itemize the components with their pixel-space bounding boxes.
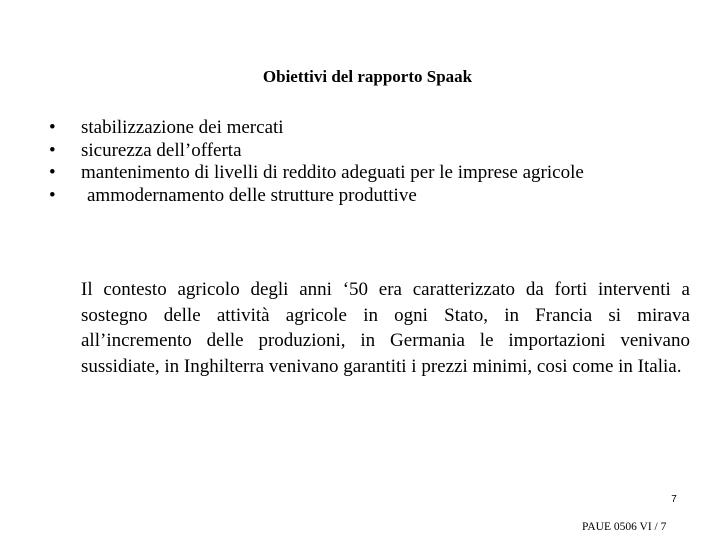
body-paragraph: Il contesto agricolo degli anni ‘50 era caratterizzato da forti interventi a sostegno delle attività agricole in ogni Stato, in Francia si mirava all’incremento delle produzioni, in Germania le importazioni venivano sussidiate, in Inghilterra venivano garantiti i prezzi minimi, cosi come in Italia. [81, 279, 690, 377]
bullet-text: sicurezza dell’offerta [81, 139, 242, 161]
bullet-text: mantenimento di livelli di reddito adeguati per le imprese agricole [81, 162, 584, 183]
bullet-icon: • [49, 162, 56, 183]
bullet-icon: • [49, 184, 56, 206]
list-item [49, 140, 691, 163]
slide-title: Obiettivi del rapporto Spaak [262, 67, 473, 86]
footer-text: PAUE 0506 VI / 7 [582, 521, 667, 533]
bullet-icon: • [49, 139, 56, 161]
bullet-list [49, 117, 691, 207]
bullet-text: ammodernamento delle strutture produttive [87, 184, 417, 206]
list-item [49, 117, 691, 140]
bullet-icon: • [49, 117, 56, 138]
list-item [49, 185, 691, 208]
list-item [49, 162, 691, 185]
bullet-text: stabilizzazione dei mercati [81, 117, 284, 138]
slide-number: 7 [671, 494, 677, 505]
